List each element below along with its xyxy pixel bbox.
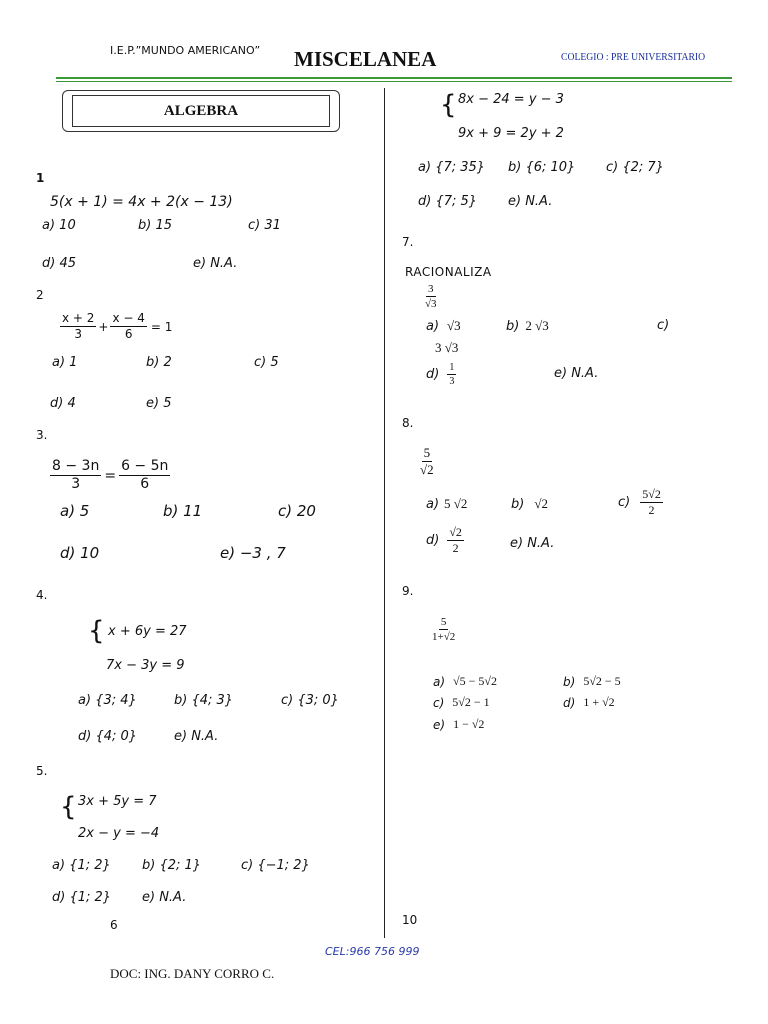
q8-option-a-value: 5 √2	[444, 496, 468, 511]
q6-equation-2: 9x + 9 = 2y + 2	[458, 126, 564, 141]
q6-option-d: d) {7; 5}	[418, 194, 478, 209]
q2-equation	[60, 312, 172, 341]
q1-equation: 5(x + 1) = 4x + 2(x − 13)	[50, 194, 233, 210]
q3-option-e: e) −3 , 7	[220, 544, 286, 562]
q4-option-b: b) {4; 3}	[174, 693, 234, 708]
q8-option-d-fraction	[447, 526, 464, 555]
q5-equation-1: 3x + 5y = 7	[78, 794, 157, 809]
q1-option-b: b) 15	[138, 218, 172, 233]
q3-fraction-1	[50, 459, 101, 493]
q2-f1-numerator: x + 2	[60, 312, 96, 327]
q6-brace: {	[440, 90, 457, 120]
q2-option-a: a) 1	[52, 355, 78, 370]
q5-option-e: e) N.A.	[142, 890, 187, 905]
q7-option-d-fraction	[447, 362, 456, 387]
q1-option-e: e) N.A.	[193, 256, 238, 271]
q3-option-c: c) 20	[278, 502, 316, 520]
q8-fraction	[418, 446, 436, 478]
q9-option-e-value: 1 − √2	[453, 717, 485, 731]
q9-option-c-value: 5√2 − 1	[452, 695, 490, 709]
q8-option-b-value: √2	[534, 496, 548, 511]
q6-option-e: e) N.A.	[508, 194, 553, 209]
q5-option-a: a) {1; 2}	[52, 858, 111, 873]
q8-option-d	[426, 526, 464, 555]
q5-brace: {	[60, 792, 77, 822]
school-name: I.E.P.”MUNDO AMERICANO”	[110, 44, 261, 57]
q7-numerator: 3	[426, 283, 436, 297]
q6-equation-1: 8x − 24 = y − 3	[458, 92, 564, 107]
q8-option-c-fraction	[640, 488, 663, 517]
q9-numerator: 5	[439, 616, 449, 630]
q1-option-c: c) 31	[248, 218, 281, 233]
q7-option-b-value: 2 √3	[525, 318, 549, 333]
q9-option-b-value: 5√2 − 5	[583, 674, 621, 688]
q4-equation-1: x + 6y = 27	[108, 624, 187, 639]
q4-option-a: a) {3; 4}	[78, 693, 137, 708]
q6-option-c: c) {2; 7}	[606, 160, 664, 175]
q7-denominator: √3	[425, 298, 437, 311]
header-rule-top	[56, 77, 732, 79]
q2-f1-denominator: 3	[74, 327, 83, 342]
q7-option-a-label: a)	[426, 318, 440, 334]
q4-option-d: d) {4; 0}	[78, 729, 138, 744]
q3-fraction-2	[119, 459, 170, 493]
q9-option-d	[563, 695, 615, 710]
footer-author: DOC: ING. DANY CORRO C.	[110, 966, 275, 981]
q2-f2-denominator: 6	[124, 327, 133, 342]
question-number-5: 5.	[36, 764, 48, 778]
q7-instruction: RACIONALIZA	[405, 265, 492, 279]
q2-fraction-2	[110, 312, 146, 341]
q9-option-e-label: e)	[433, 717, 446, 732]
q8-option-d-label: d)	[426, 533, 440, 549]
q2-f2-numerator: x − 4	[110, 312, 146, 327]
q7-option-a-value: √3	[447, 318, 461, 333]
question-number-4: 4.	[36, 588, 48, 602]
q5-equation-2: 2x − y = −4	[78, 826, 160, 841]
q5-option-c: c) {−1; 2}	[241, 858, 310, 873]
q3-f1-numerator: 8 − 3n	[50, 459, 101, 476]
q9-option-b	[563, 674, 621, 689]
q7-option-b	[506, 318, 549, 334]
q7-option-b-label: b)	[506, 318, 520, 334]
q7-option-a	[426, 318, 461, 334]
q7-fraction	[423, 283, 439, 310]
q4-option-e: e) N.A.	[174, 729, 219, 744]
q4-equation-2: 7x − 3y = 9	[106, 658, 185, 673]
q8-denominator: √2	[420, 462, 434, 478]
q7-option-d-numerator: 1	[449, 362, 455, 373]
q3-f2-numerator: 6 − 5n	[119, 459, 170, 476]
question-number-2: 2	[36, 288, 44, 302]
q2-option-b: b) 2	[146, 355, 172, 370]
question-number-10: 10	[402, 913, 418, 927]
q8-option-c-label: c)	[618, 495, 631, 511]
section-title: ALGEBRA	[72, 95, 330, 127]
q9-option-e	[433, 717, 484, 732]
q9-option-c	[433, 695, 490, 710]
page-title: MISCELANEA	[294, 47, 437, 71]
question-number-8: 8.	[402, 416, 414, 430]
q8-option-b	[511, 496, 548, 512]
q1-option-a: a) 10	[42, 218, 76, 233]
question-number-9: 9.	[402, 584, 414, 598]
q8-option-d-numerator: √2	[447, 526, 464, 541]
q6-option-a: a) {7; 35}	[418, 160, 486, 175]
q8-option-a	[426, 496, 467, 512]
question-number-3: 3.	[36, 428, 48, 442]
q8-option-a-label: a)	[426, 496, 440, 512]
q1-option-d: d) 45	[42, 256, 76, 271]
q6-option-b: b) {6; 10}	[508, 160, 576, 175]
q8-expression	[418, 446, 436, 478]
q2-option-d: d) 4	[50, 396, 76, 411]
q9-option-a-label: a)	[433, 674, 446, 689]
footer-phone: CEL:966 756 999	[325, 945, 420, 958]
q4-brace: {	[88, 616, 105, 646]
q7-expression	[423, 283, 439, 310]
q9-option-a	[433, 674, 497, 689]
column-divider	[384, 88, 385, 938]
q5-option-d: d) {1; 2}	[52, 890, 112, 905]
q9-denominator: 1+√2	[432, 631, 456, 644]
q9-option-d-label: d)	[563, 695, 576, 710]
q3-option-b: b) 11	[163, 502, 203, 520]
q3-equals: =	[104, 467, 117, 484]
q9-option-d-value: 1 + √2	[583, 695, 615, 709]
q2-option-e: e) 5	[146, 396, 172, 411]
q8-option-c-denominator: 2	[648, 503, 655, 518]
q2-rhs: = 1	[150, 319, 173, 334]
q4-option-c: c) {3; 0}	[281, 693, 339, 708]
q7-option-d-denominator: 3	[449, 376, 455, 387]
q8-option-d-denominator: 2	[452, 541, 459, 556]
q7-option-d	[426, 362, 456, 387]
q9-option-c-label: c)	[433, 695, 445, 710]
q5-option-b: b) {2; 1}	[142, 858, 202, 873]
q3-option-a: a) 5	[60, 502, 90, 520]
q3-equation	[50, 459, 170, 493]
q7-option-d-label: d)	[426, 367, 440, 382]
q3-f1-denominator: 3	[71, 476, 81, 493]
q9-fraction	[430, 616, 457, 643]
q9-expression	[430, 616, 457, 643]
q7-option-c-label: c)	[657, 318, 670, 333]
q3-option-d: d) 10	[60, 544, 100, 562]
q8-option-e: e) N.A.	[510, 536, 555, 551]
header-rule-bottom	[56, 81, 732, 82]
q8-option-b-label: b)	[511, 496, 525, 512]
q9-option-a-value: √5 − 5√2	[453, 674, 497, 688]
question-number-7: 7.	[402, 235, 414, 249]
q9-option-b-label: b)	[563, 674, 576, 689]
q8-option-c-numerator: 5√2	[640, 488, 663, 503]
q2-plus: +	[98, 319, 109, 334]
q7-option-e: e) N.A.	[554, 366, 599, 381]
q7-option-c-value: 3 √3	[435, 340, 459, 355]
q8-numerator: 5	[422, 446, 433, 462]
q3-f2-denominator: 6	[140, 476, 150, 493]
question-number-1: 1	[36, 171, 45, 185]
college-label: COLEGIO : PRE UNIVERSITARIO	[561, 51, 706, 63]
question-number-6: 6	[110, 918, 118, 932]
q2-option-c: c) 5	[254, 355, 279, 370]
q8-option-c	[618, 488, 663, 517]
q2-fraction-1	[60, 312, 96, 341]
